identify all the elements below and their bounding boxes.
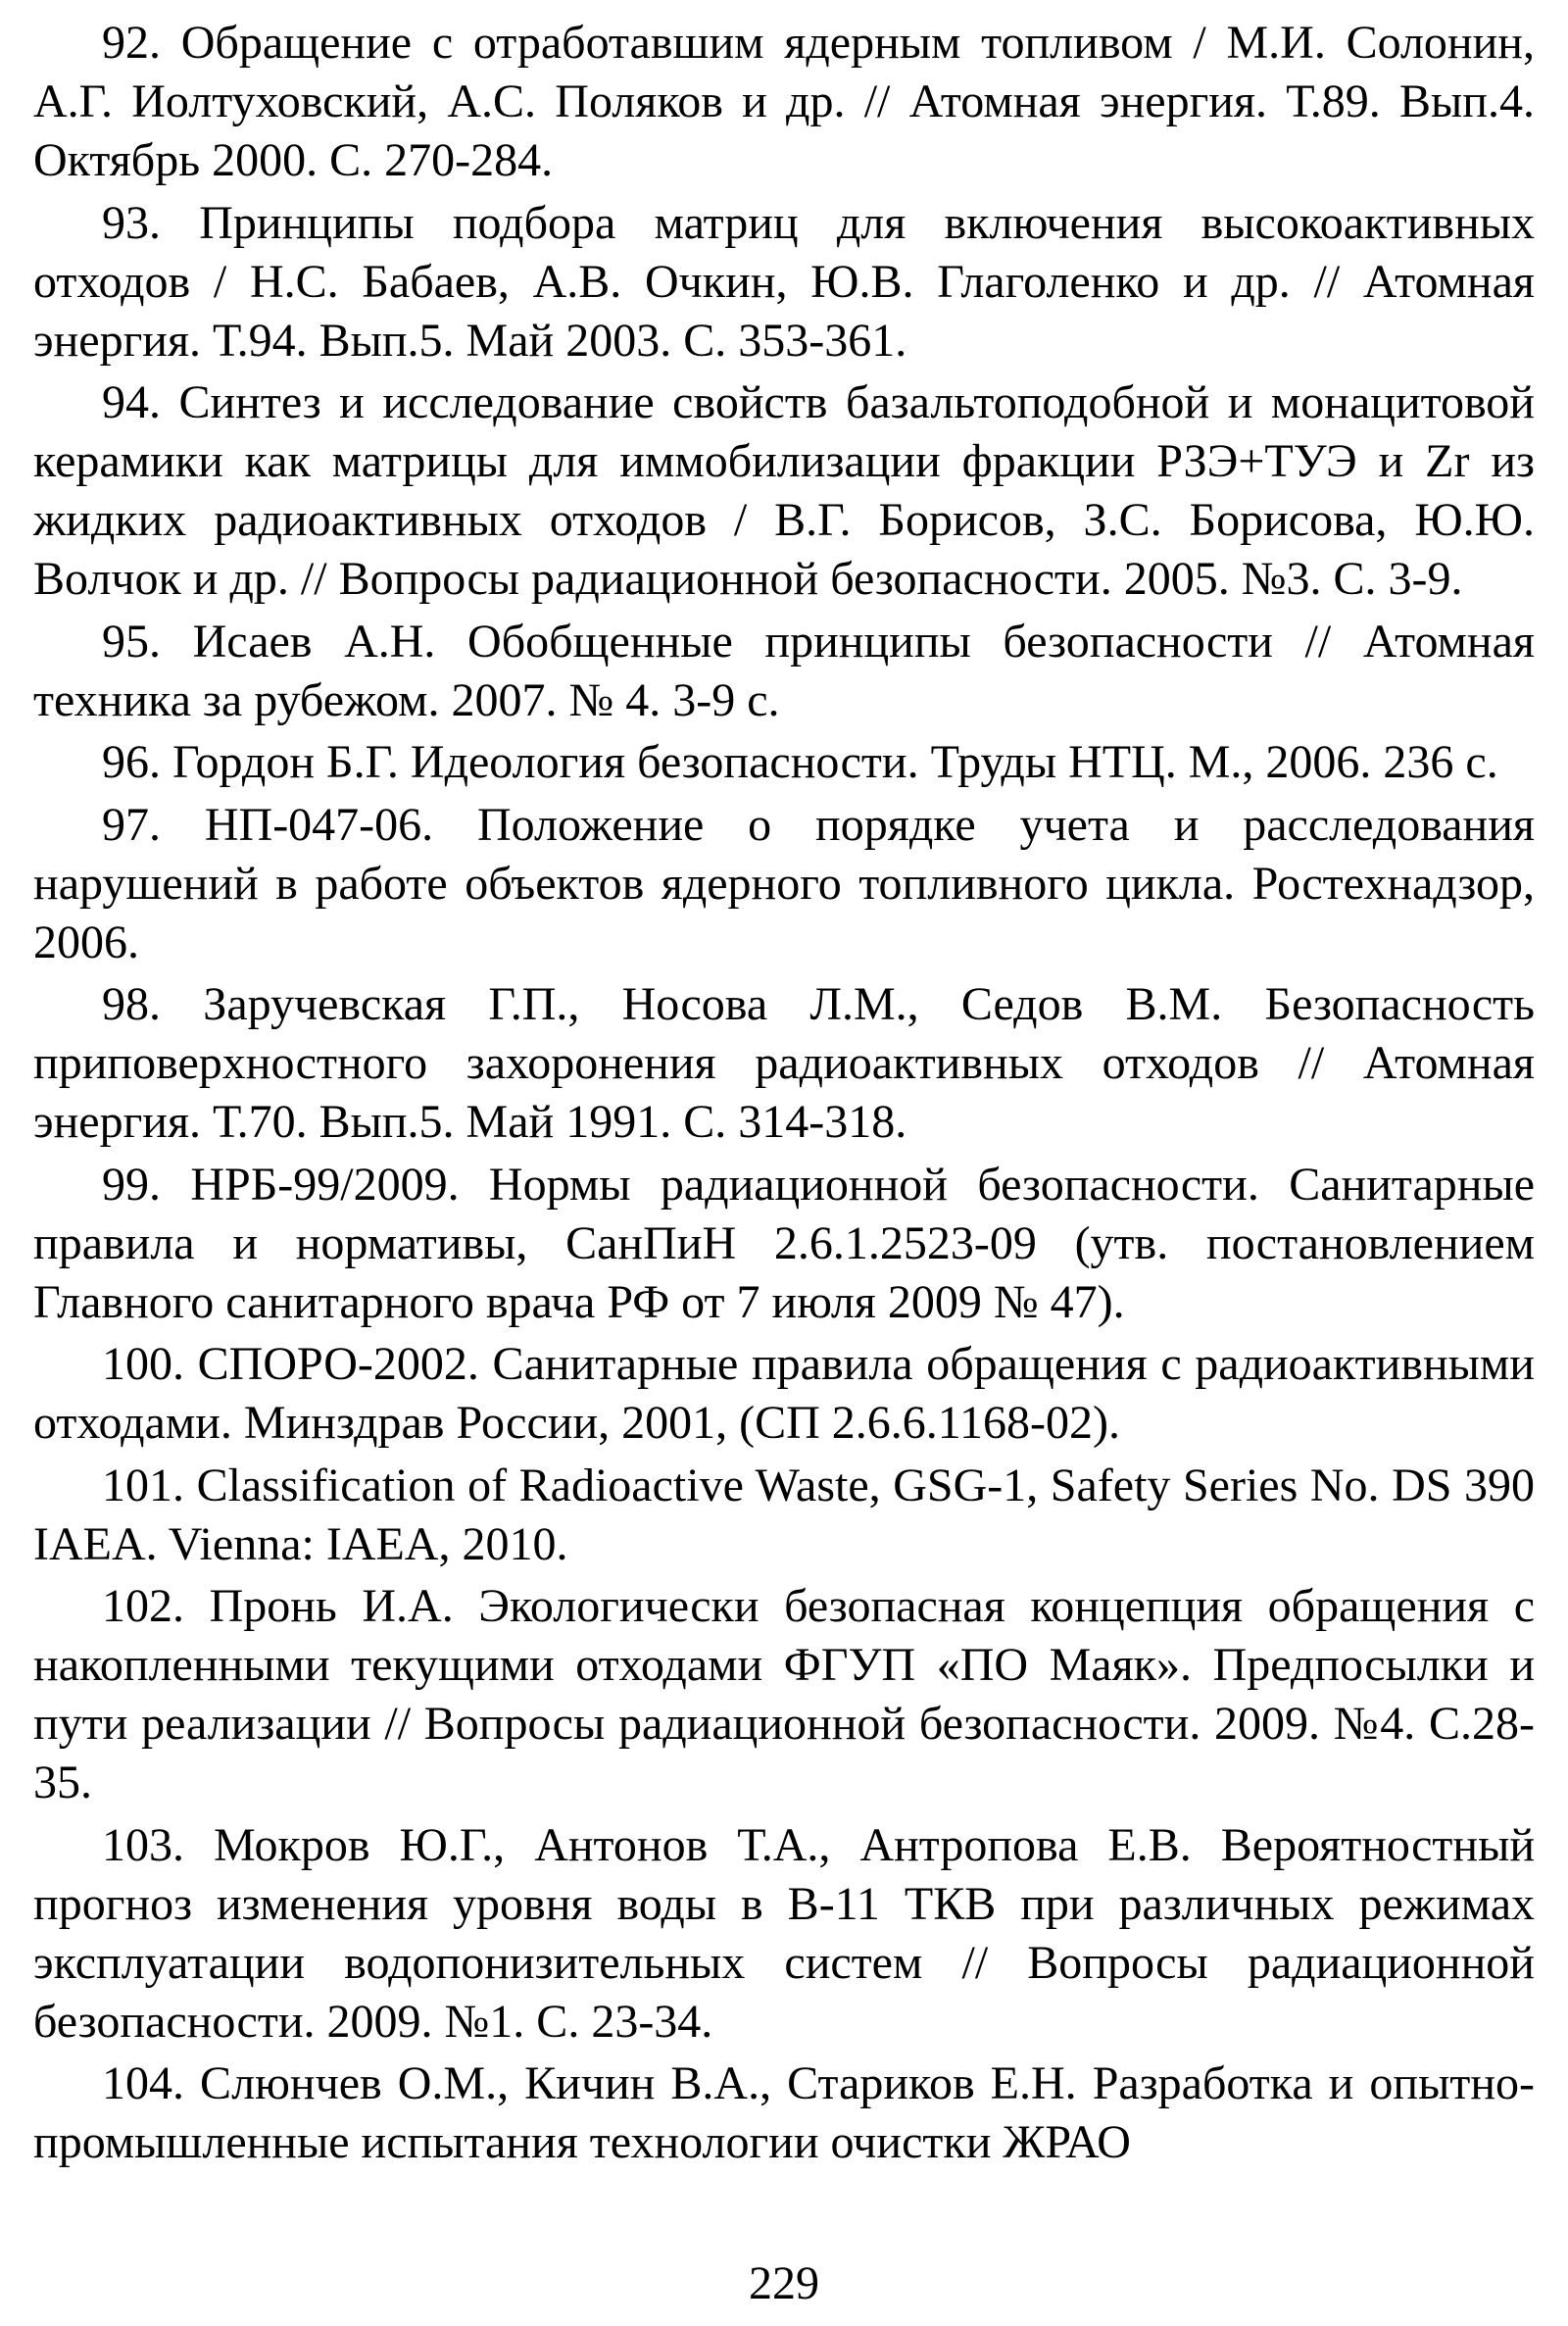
reference-item-94: 94. Синтез и исследование свойств базальтоподобной и монацитовой керамики как матрицы для иммобилизации фракции РЗЭ+ТУЭ и Zr из жидких радиоактивных отходов / В.Г. Борисов, З.С. Борисова, Ю.Ю. Волчок и др. // Вопросы радиационной безопасности. 2005. №3. С. 3-9. bbox=[33, 376, 1535, 605]
reference-item-101: 101. Classification of Radioactive Waste, GSG-1, Safety Series No. DS 390 IAEA. Vienna: IAEA, 2010. bbox=[33, 1459, 1535, 1570]
reference-item-95: 95. Исаев А.Н. Обобщенные принципы безопасности // Атомная техника за рубежом. 2007. № 4. 3-9 с. bbox=[33, 615, 1535, 726]
reference-item-102: 102. Пронь И.А. Экологически безопасная концепция обращения с накопленными текущими отходами ФГУП «ПО Маяк». Предпосылки и пути реализации // Вопросы радиационной безопасности. 2009. №4. С.28-35. bbox=[33, 1580, 1535, 1808]
reference-item-98: 98. Заручевская Г.П., Носова Л.М., Седов В.М. Безопасность приповерхностного захоронения радиоактивных отходов // Атомная энергия. Т.70. Вып.5. Май 1991. С. 314-318. bbox=[33, 978, 1535, 1148]
reference-item-103: 103. Мокров Ю.Г., Антонов Т.А., Антропова Е.В. Вероятностный прогноз изменения уровня воды в В-11 ТКВ при различных режимах эксплуатации водопонизительных систем // Вопросы радиационной безопасности. 2009. №1. С. 23-34. bbox=[33, 1818, 1535, 2048]
reference-item-99: 99. НРБ-99/2009. Нормы радиационной безопасности. Санитарные правила и нормативы, СанПиН 2.6.1.2523-09 (утв. постановлением Главного санитарного врача РФ от 7 июля 2009 № 47). bbox=[33, 1158, 1535, 1328]
reference-item-97: 97. НП-047-06. Положение о порядке учета и расследования нарушений в работе объектов ядерного топливного цикла. Ростехнадзор, 2006. bbox=[33, 798, 1535, 968]
reference-item-96: 96. Гордон Б.Г. Идеология безопасности. Труды НТЦ. М., 2006. 236 с. bbox=[102, 736, 1498, 788]
reference-item-104: 104. Слюнчев О.М., Кичин В.А., Стариков Е.Н. Разработка и опытно-промышленные испытания технологии очистки ЖРАО bbox=[33, 2057, 1535, 2168]
reference-item-93: 93. Принципы подбора матриц для включения высокоактивных отходов / Н.С. Бабаев, А.В. Очкин, Ю.В. Глаголенко и др. // Атомная энергия. Т.94. Вып.5. Май 2003. С. 353-361. bbox=[33, 196, 1535, 367]
reference-item-92: 92. Обращение с отработавшим ядерным топливом / М.И. Солонин, А.Г. Иолтуховский, А.С. Поляков и др. // Атомная энергия. Т.89. Вып.4. Октябрь 2000. С. 270-284. bbox=[33, 17, 1535, 186]
reference-list bbox=[33, 14, 1535, 2176]
reference-item-100: 100. СПОРО-2002. Санитарные правила обращения с радиоактивными отходами. Минздрав России, 2001, (СП 2.6.6.1168-02). bbox=[33, 1338, 1535, 1449]
page-number: 229 bbox=[749, 2257, 819, 2309]
